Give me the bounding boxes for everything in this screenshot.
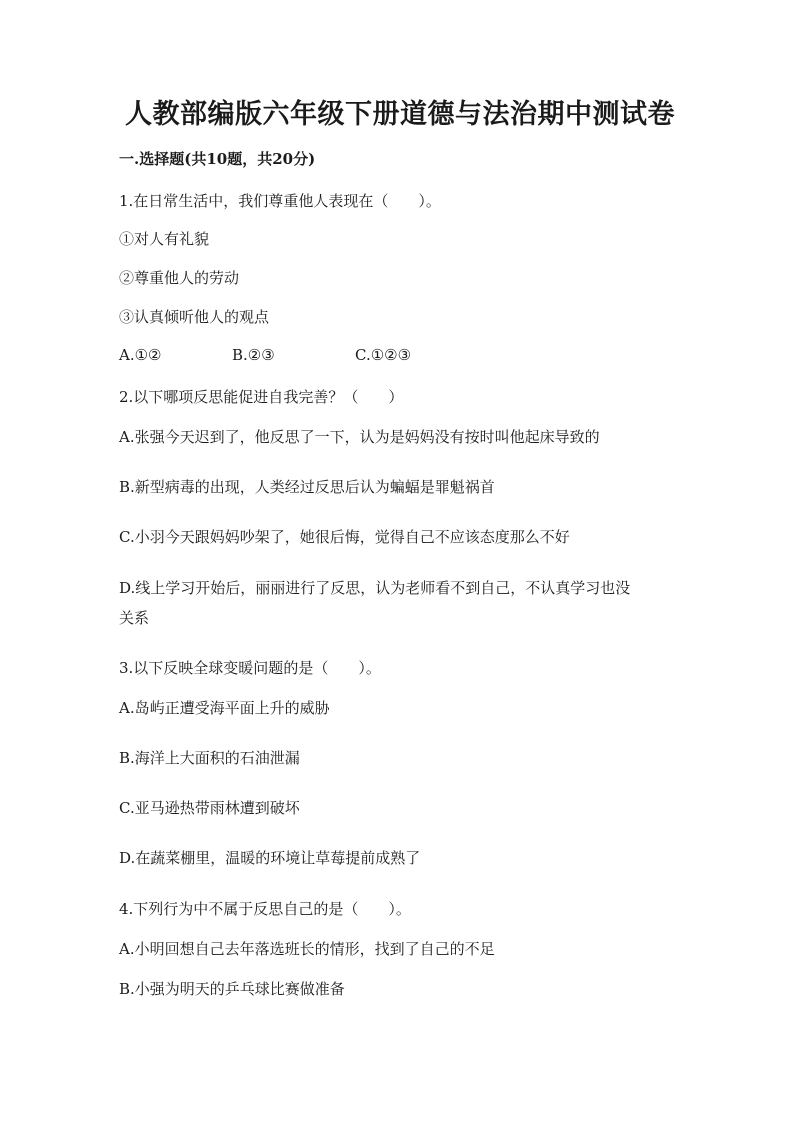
- option-c: C.小羽今天跟妈妈吵架了，她很后悔，觉得自己不应该态度那么不好: [119, 528, 570, 546]
- option-b: B.小强为明天的乒乓球比赛做准备: [119, 980, 345, 998]
- question-3-stem: 3.以下反映全球变暖问题的是（ ）。: [119, 659, 381, 677]
- option-b: B.②③: [232, 346, 275, 364]
- section-heading: 一.选择题(共10题，共20分): [119, 150, 316, 168]
- option-c: C.亚马逊热带雨林遭到破坏: [119, 799, 300, 817]
- option-b: B.新型病毒的出现，人类经过反思后认为蝙蝠是罪魁祸首: [119, 478, 495, 496]
- option-c: C.①②③: [355, 346, 412, 364]
- question-1-item: ②尊重他人的劳动: [119, 269, 240, 287]
- option-d-continuation: 关系: [119, 609, 150, 627]
- option-d: D.线上学习开始后，丽丽进行了反思，认为老师看不到自己，不认真学习也没: [119, 579, 631, 597]
- option-a: A.小明回想自己去年落选班长的情形，找到了自己的不足: [119, 940, 495, 958]
- option-a: A.张强今天迟到了，他反思了一下，认为是妈妈没有按时叫他起床导致的: [119, 428, 600, 446]
- option-a: A.①②: [119, 346, 162, 364]
- question-1-item: ③认真倾听他人的观点: [119, 308, 270, 326]
- option-a: A.岛屿正遭受海平面上升的威胁: [119, 699, 330, 717]
- question-1-item: ①对人有礼貌: [119, 230, 210, 248]
- option-d: D.在蔬菜棚里，温暖的环境让草莓提前成熟了: [119, 849, 421, 867]
- question-4-stem: 4.下列行为中不属于反思自己的是（ ）。: [119, 900, 411, 918]
- page-title: 人教部编版六年级下册道德与法治期中测试卷: [125, 99, 675, 130]
- question-1-stem: 1.在日常生活中，我们尊重他人表现在（ ）。: [119, 192, 441, 210]
- option-b: B.海洋上大面积的石油泄漏: [119, 749, 300, 767]
- question-2-stem: 2.以下哪项反思能促进自我完善？（ ）: [119, 388, 404, 406]
